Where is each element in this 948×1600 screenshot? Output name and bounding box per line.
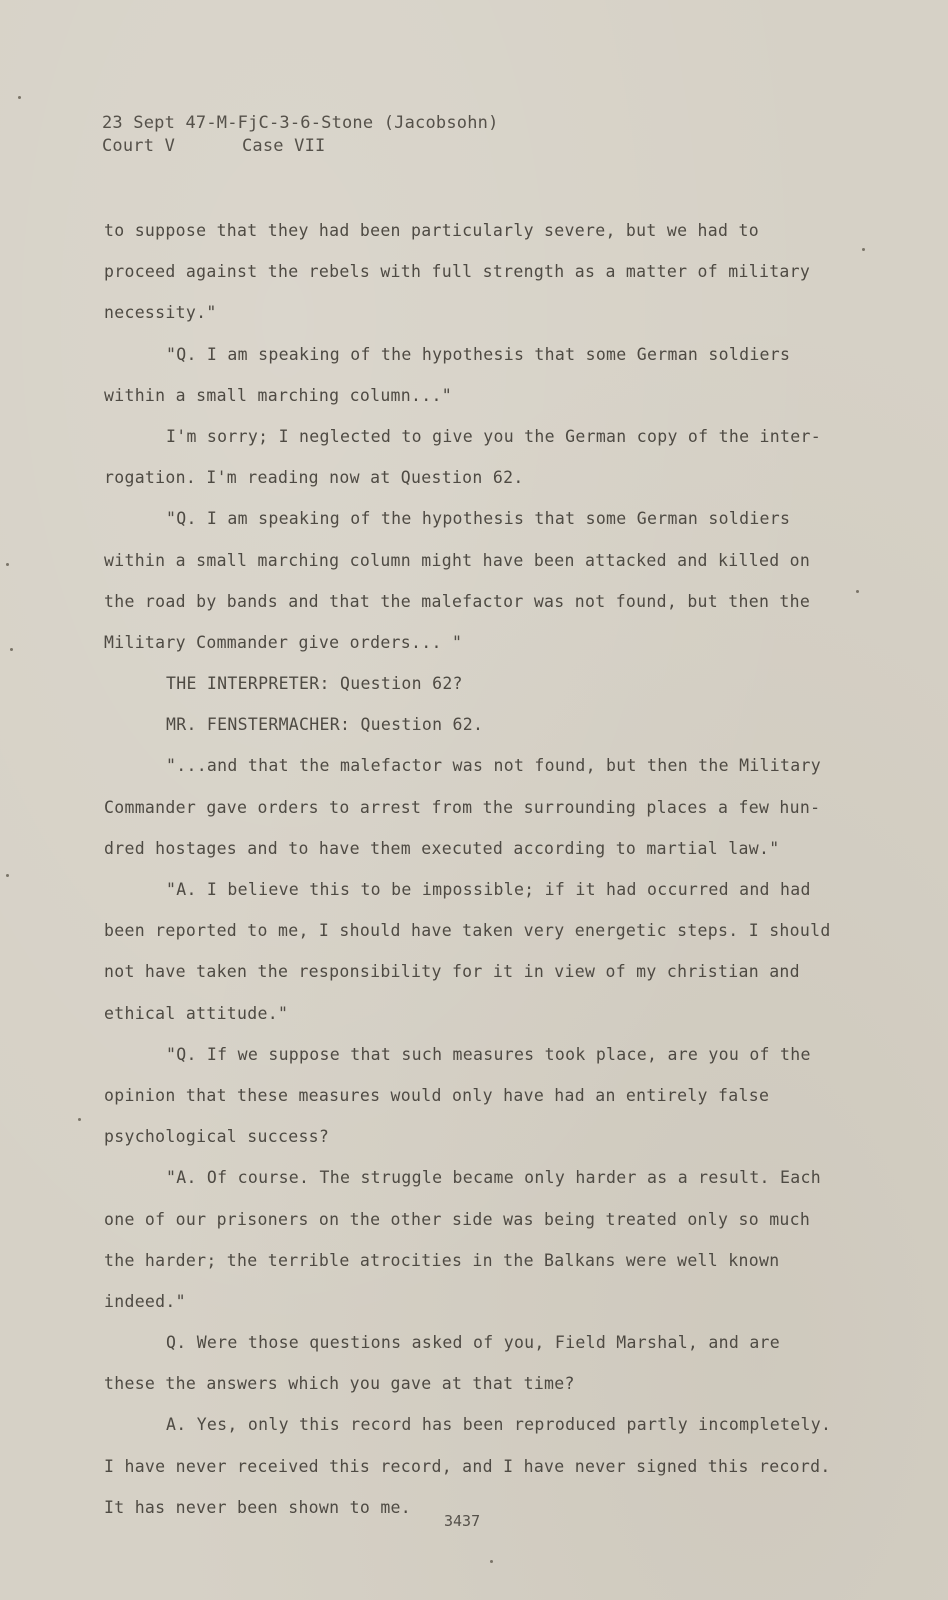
- paper-speck: [490, 1560, 493, 1563]
- text-line: "Q. If we suppose that such measures took place, are you of the: [166, 1044, 811, 1064]
- text-line: A. Yes, only this record has been reproduced partly incompletely.: [166, 1415, 832, 1435]
- paper-speck: [856, 590, 859, 593]
- text-line: these the answers which you gave at that time?: [104, 1374, 575, 1394]
- text-line: within a small marching column might have been attacked and killed on: [104, 550, 811, 570]
- speaker-line: THE INTERPRETER: Question 62?: [166, 674, 463, 694]
- text-line: necessity.": [104, 303, 217, 323]
- paper-speck: [78, 1118, 81, 1121]
- text-line: the harder; the terrible atrocities in the Balkans were well known: [104, 1250, 780, 1270]
- text-line: I have never received this record, and I have never signed this record.: [104, 1456, 831, 1476]
- text-line: It has never been shown to me.: [104, 1497, 412, 1517]
- text-line: psychological success?: [104, 1127, 330, 1147]
- text-line: I'm sorry; I neglected to give you the German copy of the inter-: [166, 426, 821, 446]
- text-line: not have taken the responsibility for it in view of my christian and: [104, 962, 800, 982]
- text-line: Q. Were those questions asked of you, Field Marshal, and are: [166, 1333, 781, 1353]
- header-court-case: [102, 135, 499, 158]
- transcript-body: [104, 210, 864, 1528]
- text-line: to suppose that they had been particularly severe, but we had to: [104, 221, 759, 240]
- text-line: Military Commander give orders... ": [104, 632, 463, 652]
- text-line: one of our prisoners on the other side was being treated only so much: [104, 1209, 811, 1229]
- text-line: "Q. I am speaking of the hypothesis that some German soldiers: [166, 344, 791, 364]
- text-line: the road by bands and that the malefactor was not found, but then the: [104, 591, 811, 611]
- text-line: indeed.": [104, 1291, 186, 1311]
- text-line: Commander gave orders to arrest from the surrounding places a few hun-: [104, 797, 821, 817]
- text-line: "A. I believe this to be impossible; if it had occurred and had: [166, 880, 811, 899]
- paper-speck: [18, 96, 21, 99]
- header-reference: 23 Sept 47-M-FjC-3-6-Stone (Jacobsohn): [102, 113, 499, 133]
- text-line: been reported to me, I should have taken very energetic steps. I should: [104, 921, 831, 941]
- page-number: 3437: [444, 1512, 481, 1530]
- text-line: "...and that the malefactor was not found, but then the Military: [166, 756, 821, 776]
- paper-speck: [10, 648, 13, 651]
- document-header: [102, 112, 499, 158]
- paper-speck: [6, 874, 9, 877]
- paper-speck: [862, 248, 865, 251]
- text-line: rogation. I'm reading now at Question 62.: [104, 468, 524, 488]
- speaker-line: MR. FENSTERMACHER: Question 62.: [166, 715, 484, 735]
- paper-speck: [6, 563, 9, 566]
- text-line: ethical attitude.": [104, 1003, 289, 1023]
- header-case: Case VII: [242, 136, 326, 156]
- text-line: within a small marching column...": [104, 385, 452, 405]
- text-line: opinion that these measures would only have had an entirely false: [104, 1085, 770, 1105]
- text-line: "A. Of course. The struggle became only harder as a result. Each: [166, 1168, 821, 1188]
- header-court: Court V: [102, 136, 176, 156]
- text-line: dred hostages and to have them executed according to martial law.": [104, 838, 780, 858]
- text-line: proceed against the rebels with full strength as a matter of military: [104, 262, 811, 282]
- text-line: "Q. I am speaking of the hypothesis that some German soldiers: [166, 509, 791, 529]
